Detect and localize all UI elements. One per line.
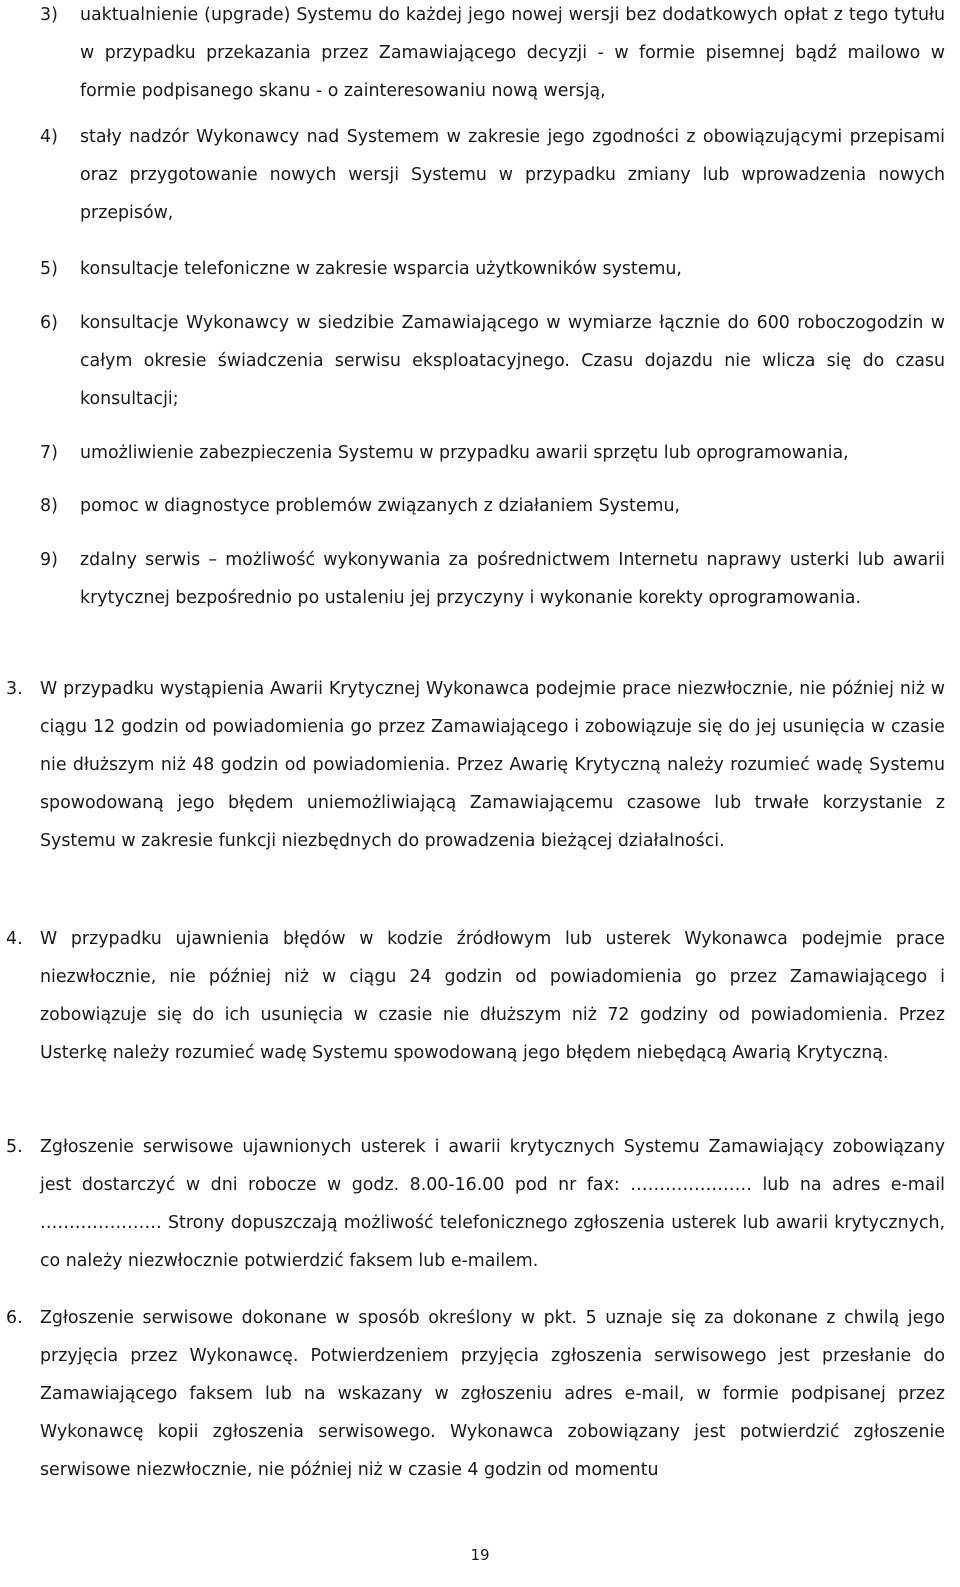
paragraph-4 bbox=[6, 920, 945, 1072]
list-item-number: 5) bbox=[40, 259, 58, 279]
paragraph-number: 6. bbox=[6, 1308, 23, 1328]
paragraph-6 bbox=[6, 1299, 945, 1489]
list-item-number: 6) bbox=[40, 313, 58, 333]
paragraph-number: 4. bbox=[6, 929, 23, 949]
list-item-number: 7) bbox=[40, 443, 58, 463]
list-item-4 bbox=[40, 118, 945, 232]
list-item-3 bbox=[40, 0, 945, 110]
list-item-number: 9) bbox=[40, 550, 58, 570]
paragraph-3 bbox=[6, 670, 945, 860]
list-item-text: konsultacje telefoniczne w zakresie wsparcia użytkowników systemu, bbox=[80, 259, 682, 279]
paragraph-text: W przypadku ujawnienia błędów w kodzie źródłowym lub usterek Wykonawca podejmie prace niezwłocznie, nie później niż w ciągu 24 godzin od powiadomienia go przez Zamawiającego i zobowiązuje się do ich usunięcia w czasie nie dłuższym niż 72 godziny od powiadomienia. Przez Usterkę należy rozumieć wadę Systemu spowodowaną jego błędem niebędącą Awarią Krytyczną. bbox=[40, 929, 945, 1063]
list-item-8 bbox=[40, 487, 945, 525]
list-item-9 bbox=[40, 541, 945, 617]
list-item-text: zdalny serwis – możliwość wykonywania za pośrednictwem Internetu naprawy usterki lub awarii krytycznej bezpośrednio po ustaleniu jej przyczyny i wykonanie korekty oprogramowania. bbox=[80, 550, 945, 608]
list-item-6 bbox=[40, 304, 945, 418]
paragraph-number: 3. bbox=[6, 679, 23, 699]
list-item-5 bbox=[40, 250, 945, 288]
list-item-text: uaktualnienie (upgrade) Systemu do każdej jego nowej wersji bez dodatkowych opłat z tego tytułu w przypadku przekazania przez Zamawiającego decyzji - w formie pisemnej bądź mailowo w formie podpisanego skanu - o zainteresowaniu nową wersją, bbox=[80, 5, 945, 101]
paragraph-5 bbox=[6, 1128, 945, 1280]
list-item-number: 8) bbox=[40, 496, 58, 516]
page-number: 19 bbox=[470, 1546, 490, 1564]
list-item-text: pomoc w diagnostyce problemów związanych z działaniem Systemu, bbox=[80, 496, 681, 516]
paragraph-text: Zgłoszenie serwisowe ujawnionych usterek i awarii krytycznych Systemu Zamawiający zobowiązany jest dostarczyć w dni robocze w godz. 8.00-16.00 pod nr fax: ………………… lub na adres e-mail ………………… Strony dopuszczają możliwość telefonicznego zgłoszenia usterek lub awarii krytycznych, co należy niezwłocznie potwierdzić faksem lub e-mailem. bbox=[40, 1137, 945, 1271]
list-item-text: konsultacje Wykonawcy w siedzibie Zamawiającego w wymiarze łącznie do 600 roboczogodzin w całym okresie świadczenia serwisu eksploatacyjnego. Czasu dojazdu nie wlicza się do czasu konsultacji; bbox=[80, 313, 945, 409]
paragraph-text: W przypadku wystąpienia Awarii Krytycznej Wykonawca podejmie prace niezwłocznie, nie później niż w ciągu 12 godzin od powiadomienia go przez Zamawiającego i zobowiązuje się do jej usunięcia w czasie nie dłuższym niż 48 godzin od powiadomienia. Przez Awarię Krytyczną należy rozumieć wadę Systemu spowodowaną jego błędem uniemożliwiającą Zamawiającemu czasowe lub trwałe korzystanie z Systemu w zakresie funkcji niezbędnych do prowadzenia bieżącej działalności. bbox=[40, 679, 945, 851]
list-item-text: stały nadzór Wykonawcy nad Systemem w zakresie jego zgodności z obowiązującymi przepisami oraz przygotowanie nowych wersji Systemu w przypadku zmiany lub wprowadzenia nowych przepisów, bbox=[80, 127, 945, 223]
list-item-number: 4) bbox=[40, 127, 58, 147]
list-item-7 bbox=[40, 434, 945, 472]
list-item-number: 3) bbox=[40, 5, 58, 25]
paragraph-text: Zgłoszenie serwisowe dokonane w sposób określony w pkt. 5 uznaje się za dokonane z chwilą jego przyjęcia przez Wykonawcę. Potwierdzeniem przyjęcia zgłoszenia serwisowego jest przesłanie do Zamawiającego faksem lub na wskazany w zgłoszeniu adres e-mail, w formie podpisanej przez Wykonawcę kopii zgłoszenia serwisowego. Wykonawca zobowiązany jest potwierdzić zgłoszenie serwisowe niezwłocznie, nie później niż w czasie 4 godzin od momentu bbox=[40, 1308, 945, 1480]
paragraph-number: 5. bbox=[6, 1137, 23, 1157]
list-item-text: umożliwienie zabezpieczenia Systemu w przypadku awarii sprzętu lub oprogramowania, bbox=[80, 443, 849, 463]
